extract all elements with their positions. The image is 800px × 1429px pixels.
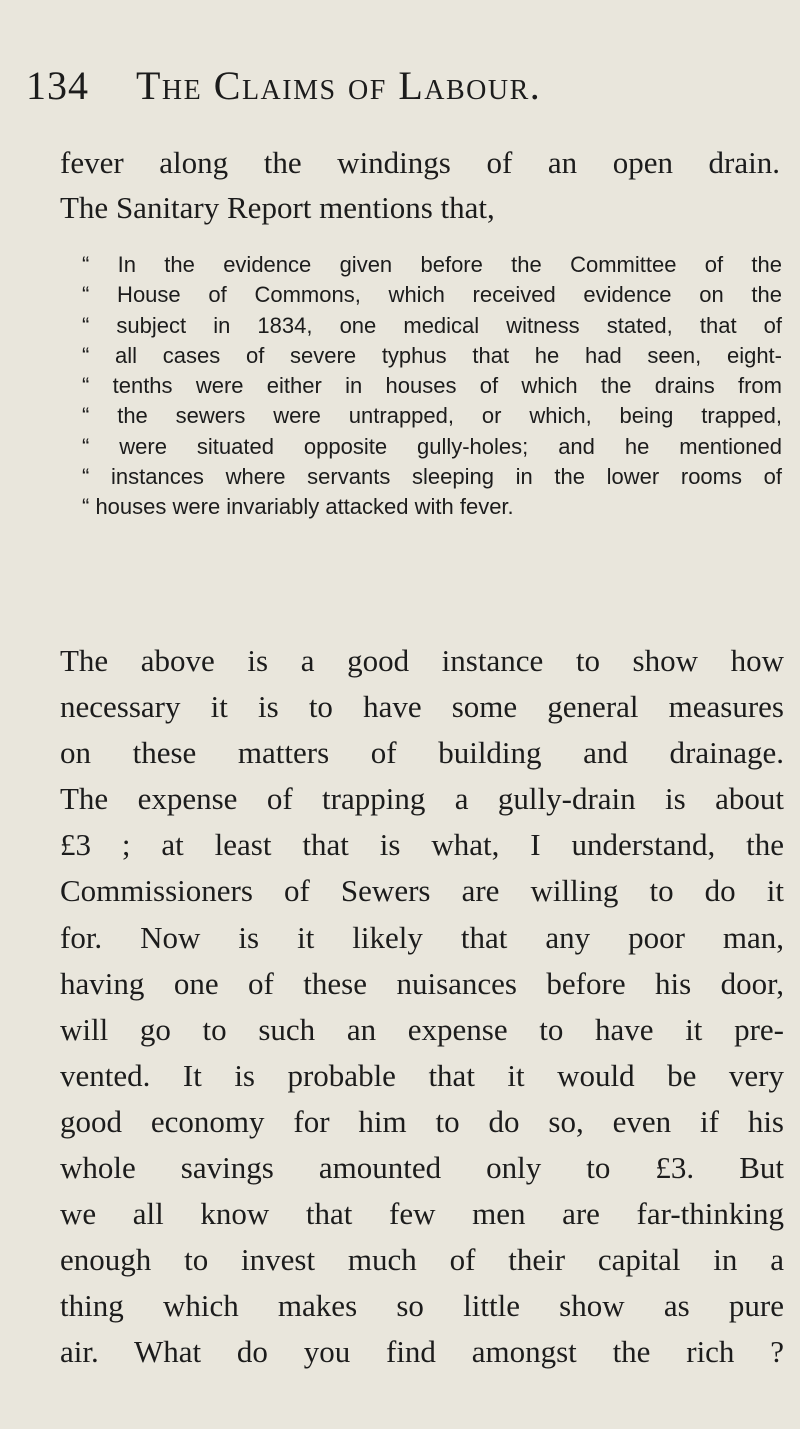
block-quote: [82, 250, 782, 523]
quote-line: “ House of Commons, which received evidence on the: [82, 282, 782, 308]
page-number: 134: [26, 63, 89, 108]
text-line: will go to such an expense to have it pre-: [60, 1011, 784, 1047]
text-line: for. Now is it likely that any poor man,: [60, 919, 784, 955]
text-line: whole savings amounted only to £3. But: [60, 1150, 784, 1186]
text-line: enough to invest much of their capital in a: [60, 1242, 784, 1278]
text-line: air. What do you find amongst the rich ?: [60, 1334, 784, 1370]
text-line: thing which makes so little show as pure: [60, 1288, 784, 1324]
text-line: The expense of trapping a gully-drain is about: [60, 781, 784, 817]
quote-line: “ tenths were either in houses of which the drains from: [82, 373, 782, 399]
text-line: The Sanitary Report mentions that,: [60, 190, 495, 225]
quote-line: “ were situated opposite gully-holes; and he mentioned: [82, 433, 782, 459]
text-line: we all know that few men are far-thinking: [60, 1196, 784, 1232]
quote-line: “ instances where servants sleeping in the lower rooms of: [82, 464, 782, 490]
text-line: necessary it is to have some general measures: [60, 689, 784, 725]
quote-line: “ the sewers were untrapped, or which, being trapped,: [82, 403, 782, 429]
text-line: vented. It is probable that it would be very: [60, 1057, 784, 1093]
quote-line: “ all cases of severe typhus that he had seen, eight-: [82, 342, 782, 368]
quote-line: “ houses were invariably attacked with fever.: [82, 494, 514, 520]
running-header: [26, 62, 786, 110]
quote-line: “ subject in 1834, one medical witness stated, that of: [82, 312, 782, 338]
quote-line: “ In the evidence given before the Committee of the: [82, 252, 782, 277]
text-line: Commissioners of Sewers are willing to do it: [60, 873, 784, 909]
text-line: on these matters of building and drainage.: [60, 735, 784, 771]
intro-paragraph: [60, 140, 780, 230]
running-title: The Claims of Labour.: [136, 63, 542, 108]
body-paragraph: [60, 638, 784, 1376]
text-line: £3 ; at least that is what, I understand, the: [60, 827, 784, 863]
text-line: having one of these nuisances before his door,: [60, 965, 784, 1001]
text-line: good economy for him to do so, even if his: [60, 1103, 784, 1139]
text-line: fever along the windings of an open drain.: [60, 145, 780, 180]
text-line: The above is a good instance to show how: [60, 643, 784, 678]
